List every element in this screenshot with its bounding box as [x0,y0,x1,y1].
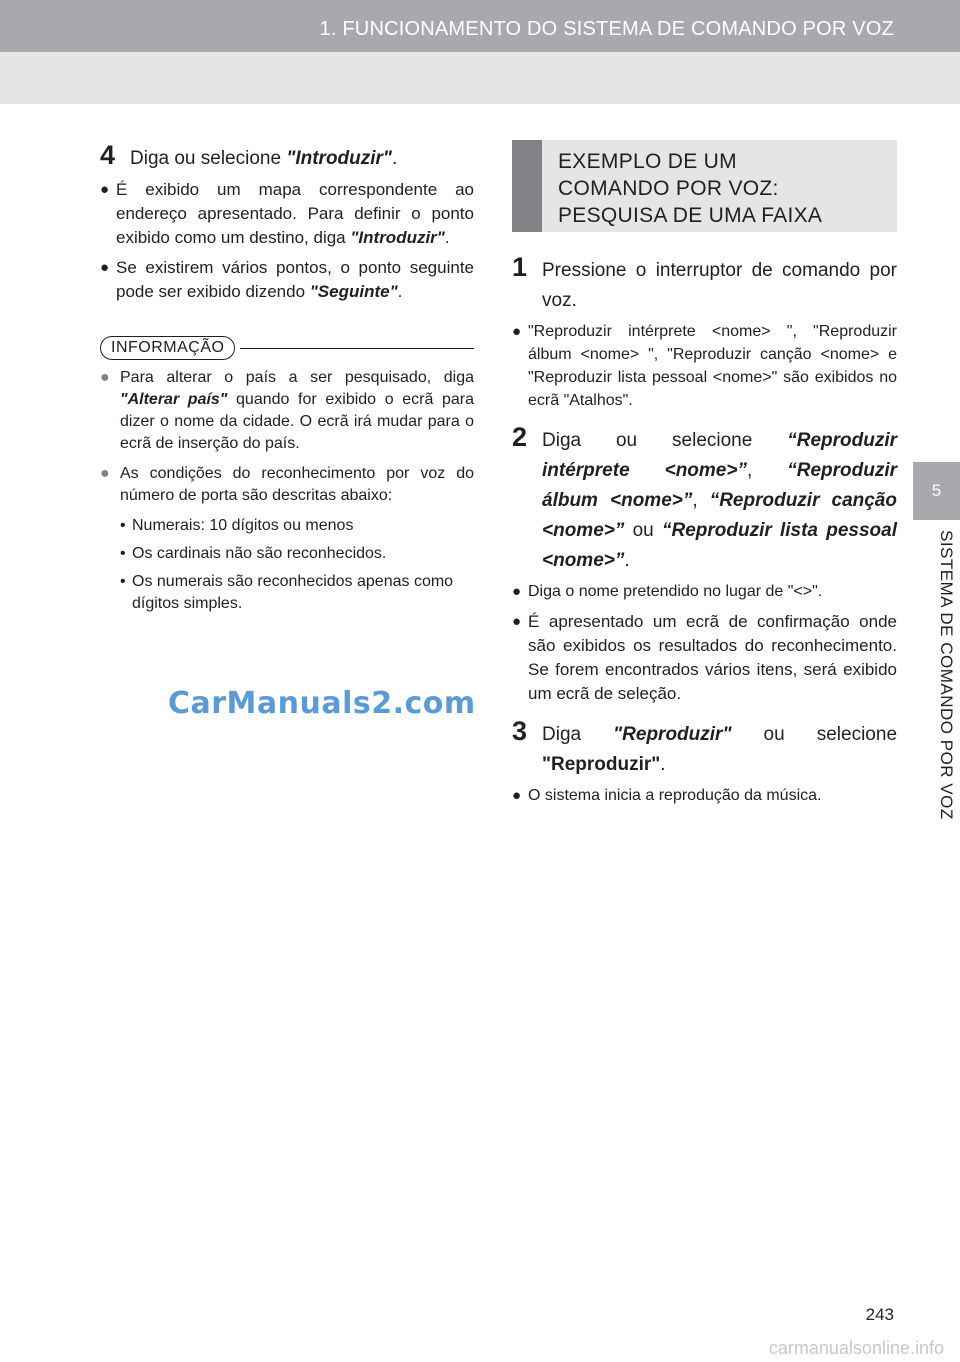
page-number: 243 [865,1305,894,1324]
bullet-icon: ● [512,583,522,600]
bullet-text: É apresentado um ecrã de confirmação onde são exibidos os resultados do reconhecimento. Se forem encontrados vários itens, será exibido um ecrã de seleção. [528,612,897,703]
list-item [512,320,897,412]
sub-text: Os numerais são reconhecidos apenas como dígitos simples. [132,573,454,612]
separator: , [692,490,710,511]
section-title-line: PESQUISA DE UMA FAIXA [558,204,823,227]
bullet-text [116,178,474,250]
bullet-text-post: . [444,228,450,247]
bullet-icon: ● [512,787,522,804]
info-badge: INFORMAÇÃO [100,336,235,360]
list-item [512,610,897,706]
step-text [542,720,897,780]
info-divider [240,348,474,349]
voice-command: “Reproduzir álbum <nome>” [542,460,897,511]
list-item [100,256,474,304]
sub-text: Numerais: 10 dígitos ou menos [132,517,354,534]
section-title [542,140,897,232]
bullet-text-post: . [397,282,403,301]
bullet-text: O sistema inicia a reprodução da música. [528,787,822,804]
bullet-icon: ● [512,323,522,340]
bullet-icon: ● [100,181,110,198]
step-text [130,144,474,174]
sub-bullet-icon: • [120,573,126,590]
step-number: 4 [100,140,116,170]
section-title-line: EXEMPLO DE UM [558,150,737,173]
step-text: Pressione o interruptor de comando por voz. [542,260,897,311]
bullet-icon: ● [100,259,110,276]
step-text [542,426,897,576]
watermark: CarManuals2.com [168,686,476,721]
voice-command: “Reproduzir intérprete <nome>” [542,430,897,481]
chapter-title: 1. FUNCIONAMENTO DO SISTEMA DE COMANDO POR VOZ [319,18,894,40]
chapter-side-label: SISTEMA DE COMANDO POR VOZ [937,530,956,820]
footer-watermark: carmanualsonline.info [768,1338,944,1358]
separator: , [746,460,788,481]
step-text-post: . [660,754,666,775]
step-number: 2 [512,422,528,452]
list-item [512,580,897,604]
left-column [100,140,474,621]
bullet-text: Diga o nome pretendido no lugar de "<>". [528,583,823,600]
bullet-icon: ● [100,465,110,482]
step-text-post: . [391,148,398,169]
screen-button-name: "Reproduzir" [542,754,661,775]
step-number: 1 [512,252,528,282]
sub-bullet-icon: • [120,517,126,534]
info-text-pre: Para alterar o país a ser pesquisado, diga [120,369,474,386]
step-text-pre: Diga ou selecione [130,148,287,169]
info-item [100,367,474,455]
separator: ou [624,520,662,541]
step-text-mid: ou selecione [731,724,898,745]
chapter-number-tab: 5 [913,462,960,520]
page-header [0,0,960,104]
voice-command: "Seguinte" [309,282,398,301]
bullet-text-pre: Se existirem vários pontos, o ponto seguinte pode ser exibido dizendo [116,258,474,301]
bullet-text-pre: É exibido um mapa correspondente ao endereço apresentado. Para definir o ponto exibido como um destino, diga [116,180,474,247]
right-column [512,140,897,814]
voice-command: "Introduzir" [286,148,392,169]
voice-command: "Reproduzir" [613,724,732,745]
bullet-icon: ● [512,613,522,630]
sub-item [120,571,474,615]
sub-item [120,515,474,537]
info-text-post: quando for exibido o ecrã para dizer o nome da cidade. O ecrã irá mudar para o ecrã de inserção do país. [120,391,475,452]
bullet-text: "Reproduzir intérprete <nome> ", "Reproduzir álbum <nome> ", "Reproduzir canção <nome> e "Reproduzir lista pessoal <nome>" são exibidos no ecrã "Atalhos". [528,323,897,409]
step-3 [512,716,897,780]
voice-command: “Reproduzir canção <nome>” [542,490,897,541]
bullet-icon: ● [100,369,110,386]
step-2 [512,422,897,576]
voice-command: "Alterar país" [120,391,228,408]
section-bar [512,140,542,232]
section-title-line: COMANDO POR VOZ: [558,177,779,200]
step-number: 3 [512,716,528,746]
step-4 [100,140,474,174]
step-text-pre: Diga ou selecione [542,430,788,451]
sub-text: Os cardinais não são reconhecidos. [132,545,387,562]
bullet-text [116,256,474,304]
voice-command: “Reproduzir lista pessoal <nome>” [542,520,897,571]
sub-item [120,543,474,565]
step-1 [512,252,897,316]
list-item [512,784,897,808]
sub-bullet-icon: • [120,545,126,562]
step-text-pre: Diga [542,724,614,745]
step-text-post: . [624,550,630,571]
info-text: As condições do reconhecimento por voz do número de porta são descritas abaixo: [120,465,474,504]
info-text [120,367,474,455]
section-header [512,140,897,232]
info-item [100,463,474,507]
voice-command: "Introduzir" [350,228,445,247]
list-item [100,178,474,250]
